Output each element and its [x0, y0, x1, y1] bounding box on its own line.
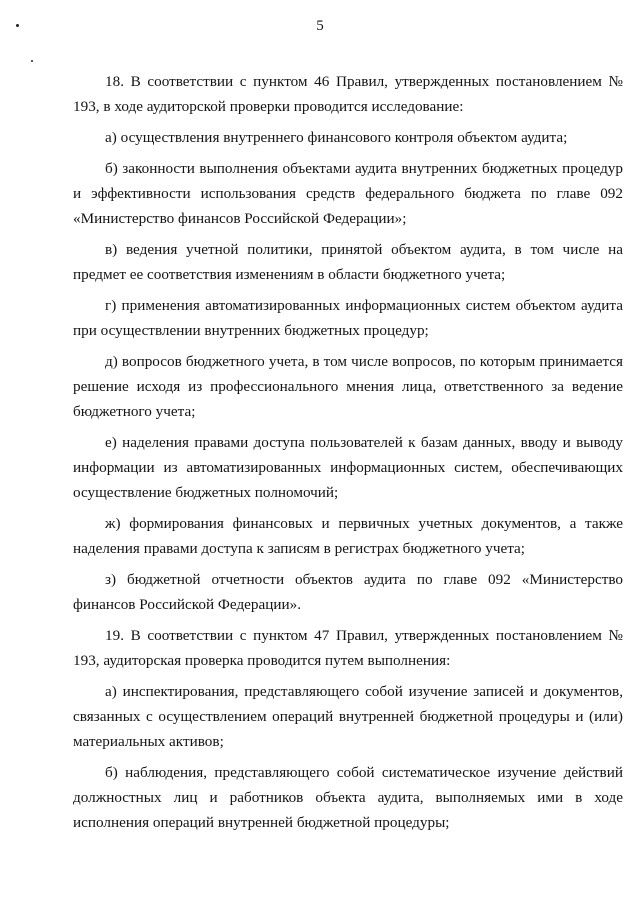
scan-speck	[31, 60, 33, 62]
paragraph-18-z: з) бюджетной отчетности объектов аудита по главе 092 «Министерство финансов Российской Федерации».	[73, 571, 623, 613]
paragraph-18-zh: ж) формирования финансовых и первичных учетных документов, а также наделения правами доступа к записям в регистрах бюджетного учета;	[73, 515, 623, 557]
page-number: 5	[316, 18, 324, 34]
paragraph-19-b: б) наблюдения, представляющего собой систематическое изучение действий должностных лиц и работников объекта аудита, выполняемых ими в ходе исполнения операций внутренней бюджетной процедуры;	[73, 764, 623, 831]
paragraph-18-v: в) ведения учетной политики, принятой объектом аудита, в том числе на предмет ее соответствия изменениям в области бюджетного учета;	[73, 241, 623, 283]
paragraph-18-b: б) законности выполнения объектами аудита внутренних бюджетных процедур и эффективности использования средств федерального бюджета по главе 092 «Министерство финансов Российской Федерации»;	[73, 160, 623, 227]
paragraph-18: 18. В соответствии с пунктом 46 Правил, утвержденных постановлением № 193, в ходе аудиторской проверки проводится исследование:	[73, 73, 623, 115]
paragraph-18-e: е) наделения правами доступа пользователей к базам данных, вводу и выводу информации из автоматизированных информационных систем, обеспечивающих осуществление бюджетных полномочий;	[73, 434, 623, 501]
document-body	[73, 69, 623, 841]
paragraph-18-g: г) применения автоматизированных информационных систем объектом аудита при осуществлении внутренних бюджетных процедур;	[73, 297, 623, 339]
paragraph-18-a: а) осуществления внутреннего финансового контроля объектом аудита;	[105, 129, 568, 146]
paragraph-19-a: а) инспектирования, представляющего собой изучение записей и документов, связанных с осуществлением операций внутренней бюджетной процедуры и (или) материальных активов;	[73, 683, 623, 750]
paragraph-18-d: д) вопросов бюджетного учета, в том числе вопросов, по которым принимается решение исходя из профессионального мнения лица, ответственного за ведение бюджетного учета;	[73, 353, 623, 420]
paragraph-19: 19. В соответствии с пунктом 47 Правил, утвержденных постановлением № 193, аудиторская проверка проводится путем выполнения:	[73, 627, 623, 669]
